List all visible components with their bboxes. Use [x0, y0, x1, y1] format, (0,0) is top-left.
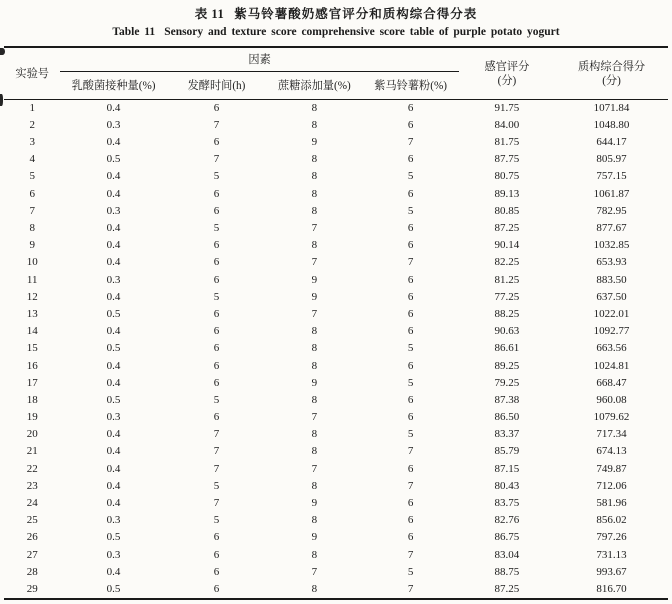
table-title-zh-text: 紫马铃薯酸奶感官评分和质构综合得分表	[234, 7, 478, 21]
cell-sensory-score: 84.00	[494, 118, 520, 131]
cell-texture-score: 637.50	[596, 290, 627, 303]
cell-fermentation-time: 5	[213, 514, 220, 527]
cell-texture-score: 1061.87	[593, 187, 630, 200]
cell-inoculum: 0.4	[106, 445, 121, 458]
cell-inoculum: 0.5	[106, 582, 121, 595]
cell-fermentation-time: 7	[213, 462, 220, 475]
cell-experiment-no: 21	[26, 445, 38, 458]
cell-potato-powder: 6	[407, 273, 414, 286]
cell-experiment-no: 12	[26, 290, 38, 303]
cell-potato-powder: 6	[407, 101, 414, 114]
cell-potato-powder: 5	[407, 565, 414, 578]
cell-fermentation-time: 5	[213, 479, 220, 492]
header-texture-score	[555, 47, 668, 100]
cell-sensory-score: 90.14	[494, 239, 520, 252]
cell-sucrose: 8	[311, 359, 318, 372]
cell-sensory-score: 87.15	[494, 462, 520, 475]
cell-texture-score: 797.26	[596, 531, 627, 544]
cell-sensory-score: 89.13	[494, 187, 520, 200]
cell-sensory-score: 80.85	[494, 204, 520, 217]
cell-experiment-no: 25	[26, 514, 38, 527]
cell-sucrose: 8	[311, 170, 318, 183]
cell-fermentation-time: 5	[213, 290, 220, 303]
table-title-zh	[4, 5, 668, 23]
cell-inoculum: 0.5	[106, 307, 121, 320]
cell-potato-powder: 7	[407, 479, 414, 492]
cell-sensory-score: 91.75	[494, 101, 520, 114]
cell-fermentation-time: 6	[213, 531, 220, 544]
cell-sucrose: 9	[311, 531, 318, 544]
cell-inoculum: 0.3	[106, 514, 121, 527]
cell-experiment-no: 8	[29, 222, 35, 235]
cell-sucrose: 9	[311, 136, 318, 149]
cell-experiment-no: 6	[29, 187, 35, 200]
cell-fermentation-time: 6	[213, 548, 220, 561]
header-factor-lactic-acid-inoculum: 乳酸菌接种量(%)	[60, 72, 166, 100]
cell-sucrose: 8	[311, 393, 318, 406]
cell-sensory-score: 86.61	[494, 342, 520, 355]
cell-inoculum: 0.5	[106, 531, 121, 544]
header-texture-score-line2: (分)	[602, 74, 621, 87]
cell-sensory-score: 86.75	[494, 531, 520, 544]
cell-texture-score: 731.13	[596, 548, 627, 561]
cell-texture-score: 644.17	[596, 136, 627, 149]
cell-sensory-score: 82.25	[494, 256, 520, 269]
cell-fermentation-time: 5	[213, 222, 220, 235]
cell-texture-score: 663.56	[596, 342, 627, 355]
table-number-en: Table 11	[112, 26, 156, 38]
cell-fermentation-time: 6	[213, 187, 220, 200]
table-title-en	[4, 25, 668, 40]
cell-fermentation-time: 6	[213, 101, 220, 114]
cell-fermentation-time: 6	[213, 325, 220, 338]
cell-inoculum: 0.3	[106, 204, 121, 217]
cell-texture-score: 668.47	[596, 376, 627, 389]
header-sensory-score-line2: (分)	[497, 74, 517, 87]
cell-fermentation-time: 7	[213, 428, 220, 441]
table-row	[4, 203, 668, 220]
table-row	[4, 358, 668, 375]
cell-experiment-no: 9	[29, 239, 35, 252]
cell-potato-powder: 7	[407, 582, 414, 595]
cell-inoculum: 0.4	[106, 222, 121, 235]
cell-fermentation-time: 7	[213, 153, 220, 166]
table-row	[4, 513, 668, 530]
cell-texture-score: 1079.62	[593, 411, 630, 424]
cell-potato-powder: 6	[407, 531, 414, 544]
table-row	[4, 186, 668, 203]
table-row	[4, 547, 668, 564]
cell-inoculum: 0.5	[106, 393, 121, 406]
table-row	[4, 427, 668, 444]
header-factor-purple-potato-powder: 紫马铃薯粉(%)	[363, 72, 459, 100]
cell-fermentation-time: 6	[213, 376, 220, 389]
cell-experiment-no: 1	[29, 101, 35, 114]
cell-inoculum: 0.4	[106, 101, 121, 114]
cell-sensory-score: 83.75	[494, 497, 520, 510]
cell-texture-score: 883.50	[596, 273, 627, 286]
header-factor-sucrose-addition: 蔗糖添加量(%)	[266, 72, 362, 100]
cell-fermentation-time: 5	[213, 393, 220, 406]
cell-sucrose: 7	[311, 222, 318, 235]
cell-sensory-score: 80.75	[494, 170, 520, 183]
cell-texture-score: 960.08	[596, 393, 627, 406]
scan-artifact	[0, 94, 3, 106]
cell-fermentation-time: 7	[213, 445, 220, 458]
cell-experiment-no: 17	[26, 376, 38, 389]
table-body	[4, 100, 668, 600]
cell-inoculum: 0.4	[106, 565, 121, 578]
cell-sensory-score: 87.25	[494, 222, 520, 235]
table-row	[4, 495, 668, 512]
cell-texture-score: 712.06	[596, 479, 627, 492]
cell-sucrose: 9	[311, 497, 318, 510]
cell-inoculum: 0.4	[106, 497, 121, 510]
cell-texture-score: 805.97	[596, 153, 627, 166]
cell-texture-score: 782.95	[596, 204, 627, 217]
cell-potato-powder: 6	[407, 514, 414, 527]
cell-experiment-no: 15	[26, 342, 38, 355]
table-row	[4, 100, 668, 118]
cell-texture-score: 674.13	[596, 445, 627, 458]
scan-artifact	[0, 48, 5, 55]
cell-experiment-no: 23	[26, 479, 38, 492]
cell-experiment-no: 7	[29, 204, 35, 217]
header-factor-fermentation-time: 发酵时间(h)	[167, 72, 267, 100]
cell-texture-score: 856.02	[596, 514, 627, 527]
cell-texture-score: 1071.84	[593, 101, 630, 114]
table-header	[4, 47, 668, 100]
header-factors-group: 因素	[60, 47, 458, 72]
table-row	[4, 530, 668, 547]
cell-potato-powder: 6	[407, 239, 414, 252]
cell-fermentation-time: 6	[213, 256, 220, 269]
cell-sucrose: 8	[311, 582, 318, 595]
cell-inoculum: 0.4	[106, 479, 121, 492]
table-row	[4, 134, 668, 151]
cell-inoculum: 0.5	[106, 153, 121, 166]
cell-texture-score: 816.70	[596, 582, 627, 595]
cell-potato-powder: 6	[407, 359, 414, 372]
cell-inoculum: 0.4	[106, 359, 121, 372]
cell-fermentation-time: 6	[213, 136, 220, 149]
cell-potato-powder: 5	[407, 428, 414, 441]
cell-sucrose: 8	[311, 101, 318, 114]
cell-experiment-no: 18	[26, 393, 38, 406]
cell-sensory-score: 79.25	[494, 376, 520, 389]
cell-experiment-no: 20	[26, 428, 38, 441]
cell-sensory-score: 90.63	[494, 325, 520, 338]
cell-sucrose: 8	[311, 325, 318, 338]
cell-texture-score: 1024.81	[593, 359, 630, 372]
cell-experiment-no: 3	[29, 136, 35, 149]
cell-fermentation-time: 7	[213, 118, 220, 131]
cell-sucrose: 8	[311, 342, 318, 355]
score-table	[4, 46, 668, 600]
cell-experiment-no: 11	[26, 273, 38, 286]
cell-sucrose: 8	[311, 514, 318, 527]
cell-sucrose: 8	[311, 239, 318, 252]
cell-sensory-score: 83.37	[494, 428, 520, 441]
cell-inoculum: 0.4	[106, 170, 121, 183]
cell-sensory-score: 80.43	[494, 479, 520, 492]
cell-sucrose: 7	[311, 411, 318, 424]
table-row	[4, 581, 668, 599]
cell-potato-powder: 6	[407, 307, 414, 320]
cell-texture-score: 717.34	[596, 428, 627, 441]
cell-experiment-no: 10	[26, 256, 38, 269]
cell-texture-score: 1092.77	[593, 325, 630, 338]
cell-potato-powder: 6	[407, 411, 414, 424]
cell-fermentation-time: 6	[213, 359, 220, 372]
cell-sensory-score: 87.38	[494, 393, 520, 406]
cell-sucrose: 8	[311, 153, 318, 166]
cell-sucrose: 7	[311, 565, 318, 578]
table-row	[4, 152, 668, 169]
cell-inoculum: 0.4	[106, 187, 121, 200]
table-row	[4, 375, 668, 392]
cell-sucrose: 8	[311, 118, 318, 131]
cell-experiment-no: 22	[26, 462, 38, 475]
cell-experiment-no: 2	[29, 118, 35, 131]
cell-sucrose: 8	[311, 548, 318, 561]
cell-experiment-no: 16	[26, 359, 38, 372]
table-row	[4, 461, 668, 478]
header-sensory-score-line1: 感官评分	[484, 60, 530, 73]
cell-fermentation-time: 6	[213, 342, 220, 355]
table-row	[4, 392, 668, 409]
cell-potato-powder: 6	[407, 497, 414, 510]
cell-inoculum: 0.4	[106, 256, 121, 269]
cell-sucrose: 7	[311, 462, 318, 475]
cell-fermentation-time: 6	[213, 307, 220, 320]
cell-experiment-no: 27	[26, 548, 38, 561]
table-row	[4, 272, 668, 289]
table-row	[4, 444, 668, 461]
cell-sucrose: 8	[311, 428, 318, 441]
cell-inoculum: 0.4	[106, 290, 121, 303]
cell-sensory-score: 81.25	[494, 273, 520, 286]
cell-potato-powder: 5	[407, 204, 414, 217]
cell-potato-powder: 7	[407, 548, 414, 561]
cell-texture-score: 653.93	[596, 256, 627, 269]
cell-potato-powder: 6	[407, 462, 414, 475]
cell-potato-powder: 6	[407, 153, 414, 166]
cell-potato-powder: 7	[407, 136, 414, 149]
cell-texture-score: 1022.01	[593, 307, 630, 320]
cell-inoculum: 0.5	[106, 342, 121, 355]
cell-sensory-score: 82.76	[494, 514, 520, 527]
cell-fermentation-time: 6	[213, 565, 220, 578]
cell-sucrose: 8	[311, 445, 318, 458]
cell-inoculum: 0.3	[106, 548, 121, 561]
cell-sensory-score: 85.79	[494, 445, 520, 458]
cell-sensory-score: 81.75	[494, 136, 520, 149]
table-row	[4, 323, 668, 340]
cell-experiment-no: 24	[26, 497, 38, 510]
cell-inoculum: 0.3	[106, 411, 121, 424]
table-row	[4, 289, 668, 306]
table-row	[4, 409, 668, 426]
cell-potato-powder: 5	[407, 342, 414, 355]
cell-inoculum: 0.3	[106, 273, 121, 286]
cell-fermentation-time: 6	[213, 582, 220, 595]
cell-sucrose: 8	[311, 204, 318, 217]
cell-sensory-score: 88.25	[494, 307, 520, 320]
cell-sensory-score: 86.50	[494, 411, 520, 424]
cell-inoculum: 0.4	[106, 325, 121, 338]
cell-inoculum: 0.4	[106, 136, 121, 149]
table-row	[4, 169, 668, 186]
table-row	[4, 255, 668, 272]
cell-potato-powder: 6	[407, 325, 414, 338]
cell-sucrose: 9	[311, 273, 318, 286]
header-texture-score-line1: 质构综合得分	[577, 60, 646, 73]
cell-experiment-no: 28	[26, 565, 38, 578]
cell-experiment-no: 26	[26, 531, 38, 544]
cell-experiment-no: 13	[26, 307, 38, 320]
cell-sensory-score: 89.25	[494, 359, 520, 372]
cell-potato-powder: 6	[407, 187, 414, 200]
cell-experiment-no: 5	[29, 170, 35, 183]
cell-inoculum: 0.4	[106, 462, 121, 475]
cell-sucrose: 7	[311, 307, 318, 320]
cell-potato-powder: 5	[407, 170, 414, 183]
cell-potato-powder: 6	[407, 393, 414, 406]
cell-inoculum: 0.3	[106, 118, 121, 131]
cell-sucrose: 8	[311, 479, 318, 492]
header-experiment-no: 实验号	[4, 47, 60, 100]
cell-experiment-no: 29	[26, 582, 38, 595]
cell-texture-score: 581.96	[596, 497, 627, 510]
cell-texture-score: 757.15	[596, 170, 627, 183]
cell-inoculum: 0.4	[106, 428, 121, 441]
cell-experiment-no: 19	[26, 411, 38, 424]
cell-sucrose: 9	[311, 290, 318, 303]
table-row	[4, 220, 668, 237]
cell-fermentation-time: 7	[213, 497, 220, 510]
cell-texture-score: 1032.85	[593, 239, 630, 252]
cell-inoculum: 0.4	[106, 239, 121, 252]
cell-texture-score: 749.87	[596, 462, 627, 475]
cell-fermentation-time: 6	[213, 411, 220, 424]
table-row	[4, 341, 668, 358]
cell-fermentation-time: 6	[213, 273, 220, 286]
cell-potato-powder: 7	[407, 445, 414, 458]
cell-sensory-score: 87.25	[494, 582, 520, 595]
cell-fermentation-time: 6	[213, 239, 220, 252]
cell-sucrose: 9	[311, 376, 318, 389]
cell-potato-powder: 7	[407, 256, 414, 269]
cell-sucrose: 7	[311, 256, 318, 269]
cell-texture-score: 993.67	[596, 565, 627, 578]
table-title-en-text: Sensory and texture score comprehensive score table of purple potato yogurt	[164, 26, 560, 38]
cell-sensory-score: 83.04	[494, 548, 520, 561]
header-sensory-score	[459, 47, 555, 100]
cell-sensory-score: 88.75	[494, 565, 520, 578]
cell-experiment-no: 14	[26, 325, 38, 338]
cell-sensory-score: 77.25	[494, 290, 520, 303]
table-number-zh: 表 11	[194, 7, 225, 21]
cell-potato-powder: 6	[407, 118, 414, 131]
table-row	[4, 117, 668, 134]
cell-experiment-no: 4	[29, 153, 35, 166]
table-row	[4, 478, 668, 495]
cell-potato-powder: 6	[407, 290, 414, 303]
cell-sucrose: 8	[311, 187, 318, 200]
cell-texture-score: 1048.80	[593, 118, 630, 131]
cell-texture-score: 877.67	[596, 222, 627, 235]
table-row	[4, 306, 668, 323]
cell-potato-powder: 6	[407, 222, 414, 235]
cell-inoculum: 0.4	[106, 376, 121, 389]
table-row	[4, 564, 668, 581]
cell-fermentation-time: 6	[213, 204, 220, 217]
cell-fermentation-time: 5	[213, 170, 220, 183]
cell-potato-powder: 5	[407, 376, 414, 389]
table-row	[4, 238, 668, 255]
cell-sensory-score: 87.75	[494, 153, 520, 166]
